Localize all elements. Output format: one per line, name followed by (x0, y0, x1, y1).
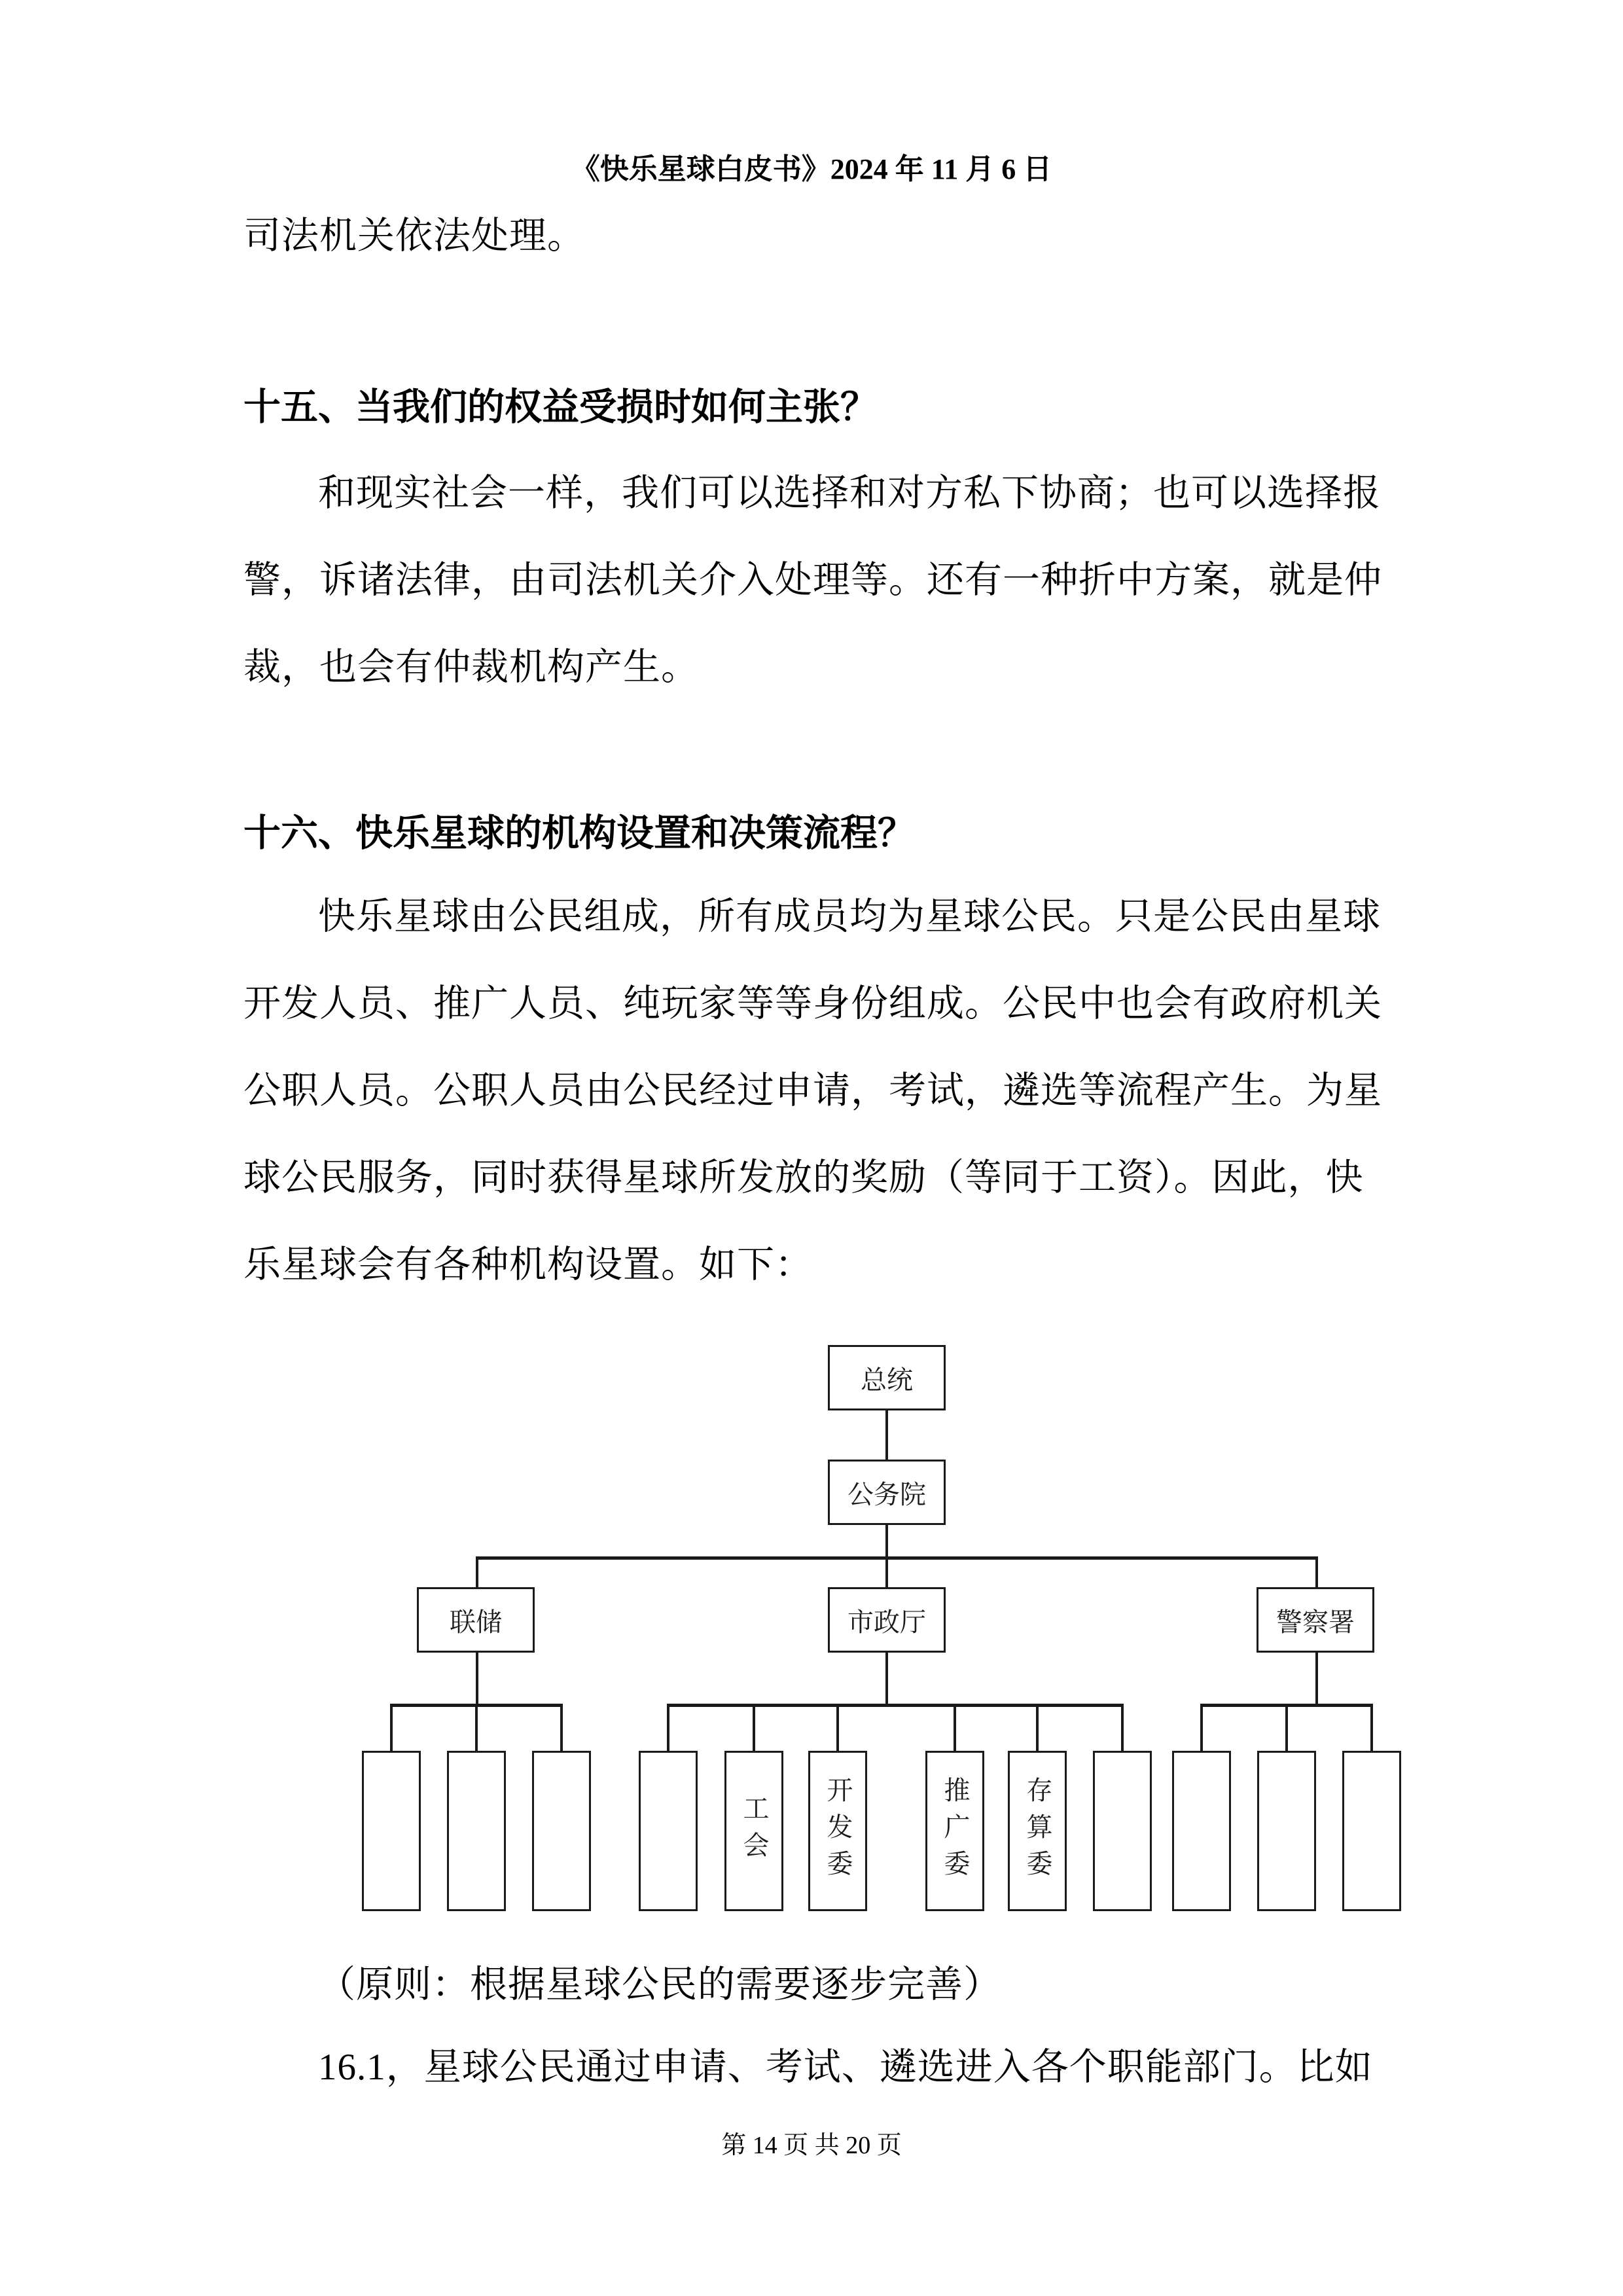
section-16-heading: 十六、快乐星球的机构设置和决策流程？ (243, 812, 915, 855)
org-box-police-child (1257, 1751, 1316, 1911)
connector-line (1370, 1704, 1373, 1751)
connector-line (1315, 1653, 1318, 1705)
org-box-cityhall-child (925, 1751, 984, 1911)
connector-line (885, 1653, 888, 1705)
connector-line (560, 1704, 563, 1751)
org-box-president (828, 1345, 946, 1410)
connector-line (753, 1704, 755, 1751)
paragraph-line: 警，诉诸法律，由司法机关介入处理等。还有一种折中方案，就是仲 (243, 560, 1382, 601)
org-box-cityhall-child (1093, 1751, 1152, 1911)
org-box-label: 开发委 (823, 1776, 853, 1886)
paragraph-line: 司法机关依法处理。 (243, 215, 585, 257)
connector-line (885, 1410, 888, 1460)
org-box-label: 工会 (739, 1794, 769, 1868)
connector-line (476, 1556, 1318, 1560)
connector-line (954, 1704, 956, 1751)
connector-line (1285, 1704, 1288, 1751)
org-box-label: 警察署 (1276, 1607, 1355, 1638)
paragraph-line: 裁，也会有仲裁机构产生。 (243, 647, 699, 688)
page-footer-pagenumber: 第 14 页 共 20 页 (721, 2132, 902, 2159)
connector-line (1036, 1704, 1039, 1751)
org-box-fed-child (447, 1751, 506, 1911)
section-15-paragraph (243, 450, 1382, 711)
paragraph-line: 和现实社会一样，我们可以选择和对方私下协商；也可以选择报 (318, 473, 1381, 514)
org-box-fed-child (532, 1751, 591, 1911)
connector-line (667, 1704, 1124, 1707)
org-box-label: 存算委 (1022, 1776, 1052, 1886)
org-box-label: 市政厅 (847, 1607, 926, 1638)
section-16-paragraph (243, 873, 1382, 1308)
paragraph-continuation (243, 192, 1382, 279)
org-box-police (1257, 1587, 1374, 1653)
org-box-cityhall-child (724, 1751, 783, 1911)
org-box-police-child (1172, 1751, 1231, 1911)
connector-line (475, 1704, 478, 1751)
connector-line (1121, 1704, 1124, 1751)
connector-line (476, 1556, 478, 1587)
org-box-cityhall-child (1008, 1751, 1067, 1911)
connector-line (836, 1704, 839, 1751)
org-box-cityhall (828, 1587, 946, 1653)
connector-line (390, 1704, 393, 1751)
paragraph-line: 乐星球会有各种机构设置。如下： (243, 1244, 813, 1285)
paragraph-line: 快乐星球由公民组成，所有成员均为星球公民。只是公民由星球 (318, 896, 1381, 937)
org-box-police-child (1342, 1751, 1401, 1911)
chart-caption: （原则：根据星球公民的需要逐步完善） (318, 1964, 1001, 2005)
chart-caption-paragraph (243, 1941, 1382, 2028)
paragraph-line: 开发人员、推广人员、纯玩家等等身份组成。公民中也会有政府机关 (243, 983, 1382, 1024)
item-16-1-paragraph (243, 2024, 1382, 2111)
section-15-heading: 十五、当我们的权益受损时如何主张？ (243, 386, 878, 429)
org-box-label: 推广委 (940, 1776, 970, 1886)
org-box-council (828, 1460, 946, 1525)
org-box-label: 总统 (861, 1365, 913, 1395)
connector-line (667, 1704, 669, 1751)
connector-line (476, 1653, 478, 1705)
org-box-fed-child (362, 1751, 421, 1911)
org-box-cityhall-child (808, 1751, 867, 1911)
org-box-label: 联储 (450, 1607, 502, 1638)
org-box-cityhall-child (639, 1751, 698, 1911)
org-chart (294, 1335, 1472, 1931)
page-header-title: 《快乐星球白皮书》2024 年 11 月 6 日 (571, 153, 1052, 185)
paragraph-line: 16.1，星球公民通过申请、考试、遴选进入各个职能部门。比如 (318, 2047, 1373, 2088)
org-box-label: 公务院 (847, 1479, 926, 1510)
connector-line (1200, 1704, 1203, 1751)
paragraph-line: 球公民服务，同时获得星球所发放的奖励（等同于工资）。因此，快 (243, 1157, 1364, 1198)
connector-line (885, 1556, 888, 1587)
paragraph-line: 公职人员。公职人员由公民经过申请，考试，遴选等流程产生。为星 (243, 1070, 1382, 1111)
connector-line (1315, 1556, 1318, 1587)
connector-line (885, 1525, 888, 1558)
org-box-fed (417, 1587, 535, 1653)
